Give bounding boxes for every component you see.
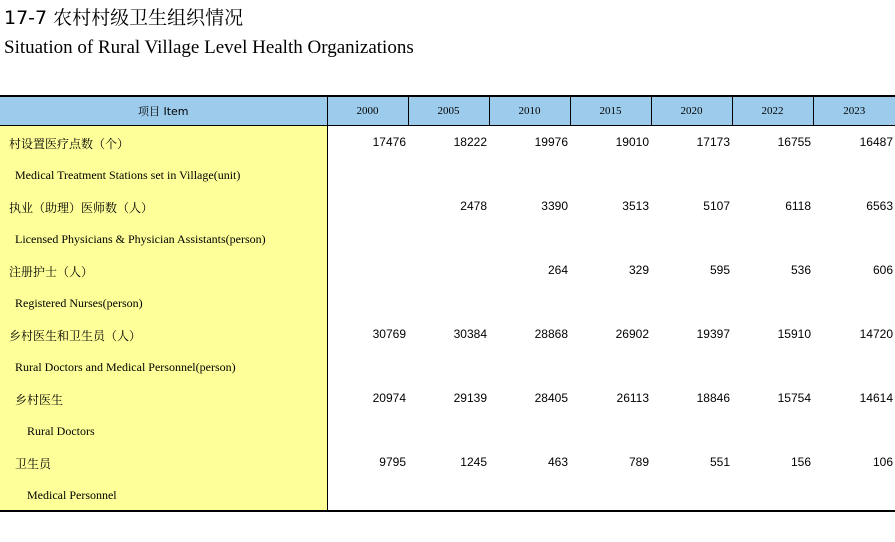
- header-year: 2005: [408, 96, 489, 126]
- row-label-cn: 注册护士（人）: [0, 254, 327, 286]
- table-cell: 14614: [859, 391, 893, 405]
- header-item: 项目 Item: [0, 96, 327, 126]
- row-label-cn: 村设置医疗点数（个）: [0, 126, 327, 159]
- table-cell: 789: [628, 455, 649, 469]
- row-label-en: Licensed Physicians & Physician Assistants(person): [0, 222, 327, 254]
- header-year: 2010: [489, 96, 570, 126]
- row-label-en: Rural Doctors and Medical Personnel(person): [0, 350, 327, 382]
- table-cell: 595: [709, 263, 730, 277]
- page-title-en: Situation of Rural Village Level Health Organizations: [4, 37, 414, 58]
- table-cell: 606: [872, 263, 893, 277]
- stats-table-container: [0, 95, 895, 512]
- header-year: 2020: [651, 96, 732, 126]
- table-row: [0, 478, 895, 511]
- table-row: [0, 414, 895, 446]
- table-cell: 26902: [615, 327, 649, 341]
- page-title-cn: 17-7 农村村级卫生组织情况: [4, 7, 244, 29]
- table-cell: [327, 254, 408, 286]
- header-year: 2022: [732, 96, 813, 126]
- header-year: 2023: [813, 96, 895, 126]
- table-cell: 15910: [777, 327, 811, 341]
- table-cell: 156: [790, 455, 811, 469]
- table-cell: 14720: [859, 327, 893, 341]
- header-year: 2015: [570, 96, 651, 126]
- stats-table: [0, 95, 895, 512]
- table-cell: 30769: [372, 327, 406, 341]
- row-label-en: Medical Treatment Stations set in Village(unit): [0, 158, 327, 190]
- table-cell: 463: [547, 455, 568, 469]
- row-label-en: Medical Personnel: [0, 478, 327, 511]
- table-cell: 3390: [541, 199, 568, 213]
- table-row: [0, 382, 895, 414]
- table-cell: 15754: [777, 391, 811, 405]
- table-cell: 19397: [696, 327, 730, 341]
- table-row: [0, 222, 895, 254]
- row-label-en: Registered Nurses(person): [0, 286, 327, 318]
- table-cell: 536: [790, 263, 811, 277]
- table-cell: 18222: [453, 135, 487, 149]
- table-row: [0, 126, 895, 159]
- row-label-cn: 卫生员: [0, 446, 327, 478]
- table-cell: 17173: [696, 135, 730, 149]
- table-cell: 26113: [616, 391, 649, 405]
- table-cell: 6563: [866, 199, 893, 213]
- table-cell: 20974: [372, 391, 406, 405]
- table-row: [0, 190, 895, 222]
- row-label-cn: 乡村医生: [0, 382, 327, 414]
- header-year: 2000: [327, 96, 408, 126]
- table-row: [0, 318, 895, 350]
- table-cell: 9795: [379, 455, 406, 469]
- table-cell: 3513: [622, 199, 649, 213]
- table-cell: 106: [872, 455, 893, 469]
- table-row: [0, 446, 895, 478]
- table-cell: 1245: [460, 455, 487, 469]
- table-cell: [408, 254, 489, 286]
- table-row: [0, 350, 895, 382]
- row-label-cn: 乡村医生和卫生员（人）: [0, 318, 327, 350]
- table-cell: 19976: [534, 135, 568, 149]
- table-cell: 28868: [534, 327, 568, 341]
- table-cell: 28405: [534, 391, 568, 405]
- table-cell: 16755: [777, 135, 811, 149]
- table-header-row: [0, 96, 895, 126]
- table-cell: 264: [547, 263, 568, 277]
- table-cell: 29139: [453, 391, 487, 405]
- table-row: [0, 286, 895, 318]
- table-cell: 16487: [859, 135, 893, 149]
- table-cell: 30384: [453, 327, 487, 341]
- table-cell: 329: [628, 263, 649, 277]
- table-cell: [327, 190, 408, 222]
- table-cell: 19010: [615, 135, 649, 149]
- table-cell: 2478: [460, 199, 487, 213]
- table-row: [0, 158, 895, 190]
- table-cell: 6118: [785, 199, 811, 213]
- table-cell: 5107: [703, 199, 730, 213]
- row-label-en: Rural Doctors: [0, 414, 327, 446]
- table-cell: 17476: [372, 135, 406, 149]
- table-cell: 551: [709, 455, 730, 469]
- table-row: [0, 254, 895, 286]
- table-cell: 18846: [696, 391, 730, 405]
- row-label-cn: 执业（助理）医师数（人）: [0, 190, 327, 222]
